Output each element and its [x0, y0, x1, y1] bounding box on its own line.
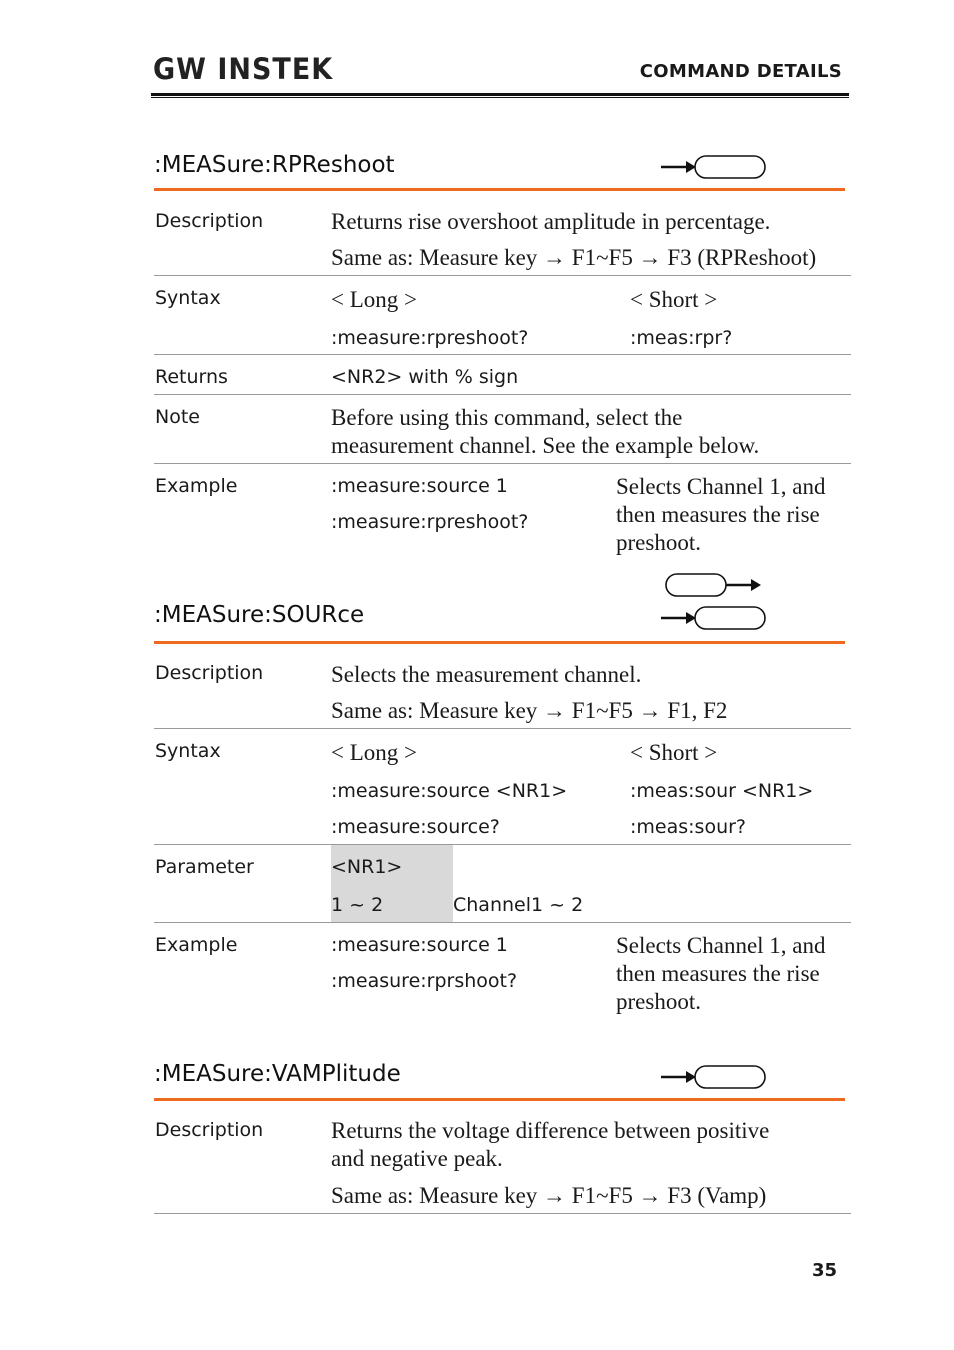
header-section-title: COMMAND DETAILS: [639, 61, 842, 82]
syntax-long-command: :measure:source?: [331, 816, 500, 838]
row-divider: [154, 728, 851, 729]
description-line: Same as: Measure key → F1~F5 → F3 (Vamp): [331, 1183, 767, 1208]
label-syntax: Syntax: [155, 740, 221, 762]
example-text-line: Selects Channel 1, and: [616, 474, 826, 499]
page-number: 35: [812, 1260, 838, 1281]
example-command: :measure:rprshoot?: [331, 970, 518, 992]
label-description: Description: [155, 1119, 264, 1141]
note-line: Before using this command, select the: [331, 405, 683, 430]
syntax-long-command: :measure:source <NR1>: [331, 780, 568, 802]
syntax-short-command: :meas:rpr?: [630, 327, 733, 349]
query-icon: [660, 155, 768, 181]
parameter-value: 1 ~ 2: [331, 894, 384, 916]
row-divider: [154, 275, 851, 276]
query-icon: [660, 606, 768, 632]
row-divider: [154, 354, 851, 355]
note-line: measurement channel. See the example below.: [331, 433, 760, 458]
query-icon: [660, 1065, 768, 1091]
description-line: Same as: Measure key → F1~F5 → F3 (RPReshoot): [331, 245, 817, 270]
row-divider: [154, 1213, 851, 1214]
label-example: Example: [155, 934, 238, 956]
parameter-name: <NR1>: [331, 856, 403, 878]
set-icon: [665, 573, 765, 599]
syntax-short-command: :meas:sour?: [630, 816, 747, 838]
example-text-line: preshoot.: [616, 530, 701, 555]
syntax-long-label: < Long >: [331, 287, 417, 312]
description-line: Same as: Measure key → F1~F5 → F1, F2: [331, 698, 728, 723]
section-divider-orange: [154, 1098, 845, 1101]
syntax-short-label: < Short >: [630, 740, 718, 765]
description-line: and negative peak.: [331, 1146, 503, 1171]
row-divider: [154, 394, 851, 395]
section-title-rpreshoot: :MEASure:RPReshoot: [154, 152, 395, 178]
parameter-meaning: Channel1 ~ 2: [453, 894, 584, 916]
label-syntax: Syntax: [155, 287, 221, 309]
label-example: Example: [155, 475, 238, 497]
section-divider-orange: [154, 188, 845, 191]
description-line: Returns rise overshoot amplitude in percentage.: [331, 209, 771, 234]
example-text-line: then measures the rise: [616, 502, 820, 527]
description-line: Returns the voltage difference between positive: [331, 1118, 770, 1143]
label-returns: Returns: [155, 366, 228, 388]
row-divider: [154, 922, 851, 923]
brand-logo: GW INSTEK: [153, 52, 334, 87]
section-divider-orange: [154, 641, 845, 644]
example-text-line: Selects Channel 1, and: [616, 933, 826, 958]
label-description: Description: [155, 662, 264, 684]
label-description: Description: [155, 210, 264, 232]
example-text-line: then measures the rise: [616, 961, 820, 986]
header-rule-thin: [151, 97, 849, 98]
example-text-line: preshoot.: [616, 989, 701, 1014]
label-note: Note: [155, 406, 200, 428]
label-parameter: Parameter: [155, 856, 254, 878]
header-rule: [151, 93, 849, 96]
row-divider: [154, 463, 851, 464]
description-line: Selects the measurement channel.: [331, 662, 642, 687]
example-command: :measure:rpreshoot?: [331, 511, 529, 533]
example-command: :measure:source 1: [331, 475, 508, 497]
row-divider: [154, 844, 851, 845]
syntax-short-command: :meas:sour <NR1>: [630, 780, 814, 802]
syntax-long-label: < Long >: [331, 740, 417, 765]
syntax-long-command: :measure:rpreshoot?: [331, 327, 529, 349]
returns-value: <NR2> with % sign: [331, 366, 519, 388]
section-title-source: :MEASure:SOURce: [154, 602, 365, 628]
example-command: :measure:source 1: [331, 934, 508, 956]
syntax-short-label: < Short >: [630, 287, 718, 312]
section-title-vamplitude: :MEASure:VAMPlitude: [154, 1061, 401, 1087]
